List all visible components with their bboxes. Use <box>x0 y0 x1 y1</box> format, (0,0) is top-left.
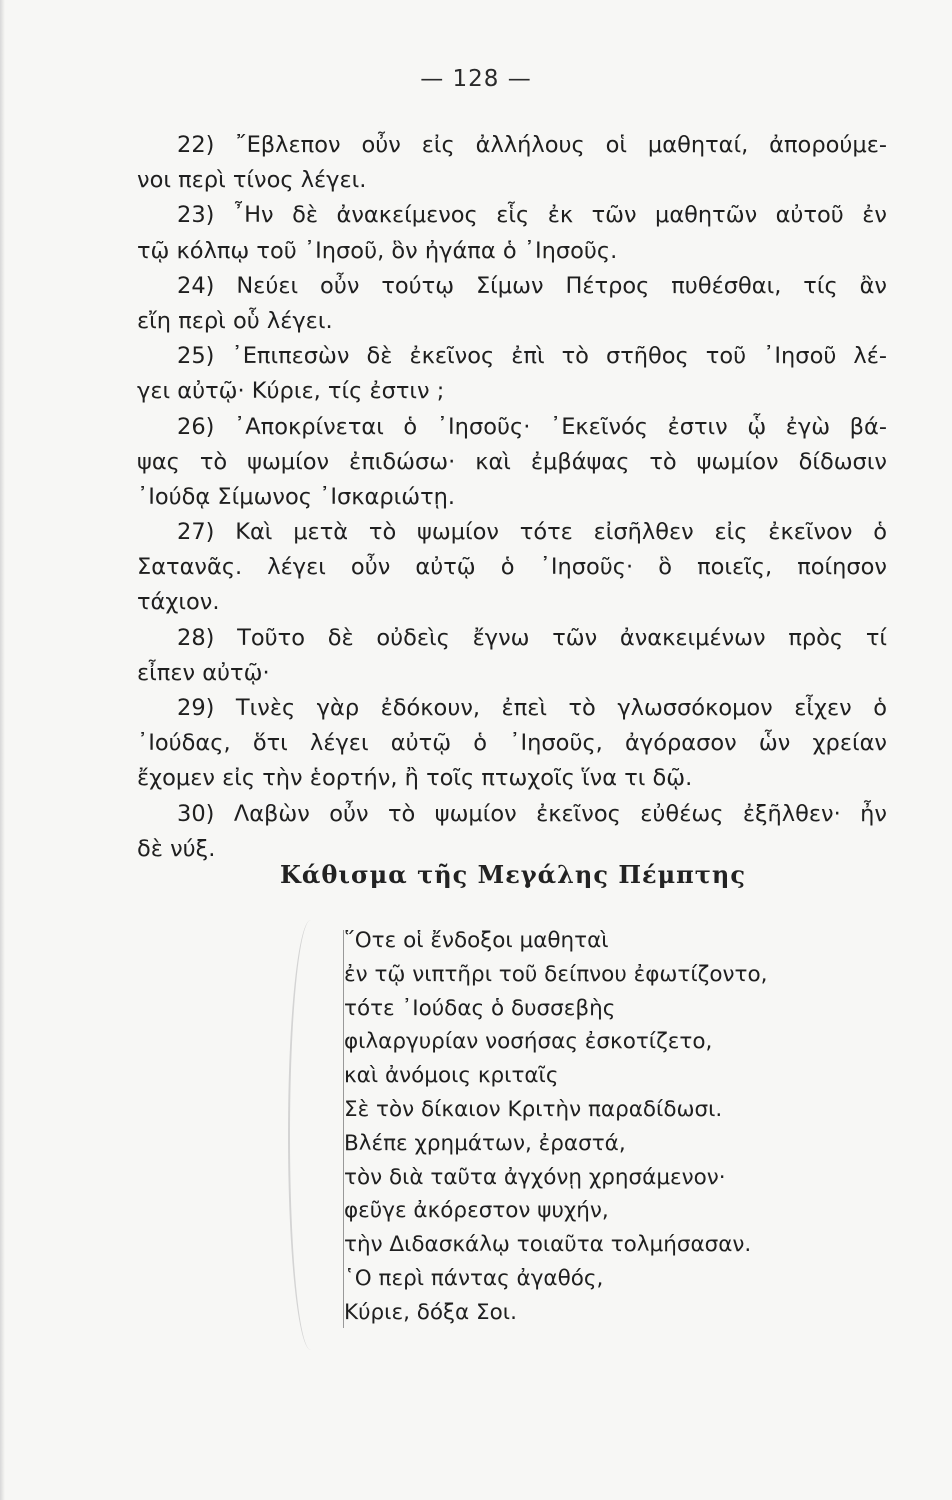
hymn-line: φεῦγε ἀκόρεστον ψυχήν, <box>344 1198 609 1224</box>
verse-line: 26) ᾿Αποκρίνεται ὁ ᾿Ιησοῦς· ᾿Εκεῖνός ἐστιν ᾧ ἐγὼ βά- <box>177 413 887 440</box>
verse-line: 28) Τοῦτο δὲ οὐδεὶς ἔγνω τῶν ἀνακειμένων πρὸς τί <box>177 624 887 651</box>
verse-line: 29) Τινὲς γὰρ ἐδόκουν, ἐπεὶ τὸ γλωσσόκομον εἶχεν ὁ <box>177 695 887 721</box>
verse-line: 22) ῎Εβλεπον οὖν εἰς ἀλλήλους οἱ μαθηταί, ἀπορούμε- <box>177 132 887 158</box>
hymn-title: Κάθισμα τῆς Μεγάλης Πέμπτης <box>280 860 746 889</box>
verse-line: ᾿Ιούδας, ὅτι λέγει αὐτῷ ὁ ᾿Ιησοῦς, ἀγόρασον ὧν χρείαν <box>137 730 887 757</box>
page-edge-shadow <box>0 0 5 1500</box>
hymn-line: τὸν διὰ ταῦτα ἀγχόνῃ χρησάμενον· <box>344 1164 726 1190</box>
verse-line: Σατανᾶς. λέγει οὖν αὐτῷ ὁ ᾿Ιησοῦς· ὃ ποιεῖς, ποίησον <box>137 554 887 581</box>
hymn-line: ἐν τῷ νιπτῆρι τοῦ δείπνου ἐφωτίζοντο, <box>344 961 768 987</box>
verse-line: 24) Νεύει οὖν τούτῳ Σίμων Πέτρος πυθέσθαι, τίς ἂν <box>177 272 887 299</box>
hymn-line: ῞Οτε οἱ ἔνδοξοι μαθηταὶ <box>344 928 609 953</box>
verse-line: τῷ κόλπῳ τοῦ ᾿Ιησοῦ, ὃν ἠγάπα ὁ ᾿Ιησοῦς. <box>137 237 618 264</box>
verse-line: ψας τὸ ψωμίον ἐπιδώσω· καὶ ἐμβάψας τὸ ψωμίον δίδωσιν <box>137 448 887 475</box>
hymn-line: καὶ ἀνόμοις κριταῖς <box>344 1063 559 1089</box>
hymn-line: τότε ᾿Ιούδας ὁ δυσσεβὴς <box>344 995 616 1021</box>
hymn-text <box>344 924 864 1330</box>
verse-line: νοι περὶ τίνος λέγει. <box>137 167 367 194</box>
hymn-line: Βλέπε χρημάτων, ἐραστά, <box>344 1130 626 1156</box>
verse-line: δὲ νύξ. <box>137 835 216 862</box>
verse-line: 27) Καὶ μετὰ τὸ ψωμίον τότε εἰσῆλθεν εἰς ἐκεῖνον ὁ <box>177 519 887 546</box>
verse-line: 23) ῏Ην δὲ ἀνακείμενος εἷς ἐκ τῶν μαθητῶν αὐτοῦ ἐν <box>177 202 887 229</box>
hymn-line: Σὲ τὸν δίκαιον Κριτὴν παραδίδωσι. <box>344 1096 723 1122</box>
hymn-line: ῾Ο περὶ πάντας ἀγαθός, <box>344 1265 604 1291</box>
hymn-line: φιλαργυρίαν νοσήσας ἐσκοτίζετο, <box>344 1029 713 1055</box>
hymn-line: τὴν Διδασκάλῳ τοιαῦτα τολμήσασαν. <box>344 1232 752 1258</box>
verse-line: 25) ᾿Επιπεσὼν δὲ ἐκεῖνος ἐπὶ τὸ στῆθος τοῦ ᾿Ιησοῦ λέ- <box>177 343 887 370</box>
verse-line: ἔχομεν εἰς τὴν ἑορτήν, ἢ τοῖς πτωχοῖς ἵνα τι δῷ. <box>137 765 693 792</box>
margin-pencil-bracket <box>288 920 326 1350</box>
page-number: — 128 — <box>420 66 532 92</box>
verse-line: γει αὐτῷ· Κύριε, τίς ἐστιν ; <box>137 378 445 405</box>
scripture-verses <box>137 128 887 867</box>
verse-line: εἶπεν αὐτῷ· <box>137 659 270 686</box>
verse-line: ᾿Ιούδᾳ Σίμωνος ᾿Ισκαριώτῃ. <box>137 483 456 510</box>
hymn-line: Κύριε, δόξα Σοι. <box>344 1299 517 1325</box>
verse-line: 30) Λαβὼν οὖν τὸ ψωμίον ἐκεῖνος εὐθέως ἐξῆλθεν· ἦν <box>177 800 887 827</box>
verse-line: τάχιον. <box>137 589 220 616</box>
verse-line: εἴη περὶ οὗ λέγει. <box>137 307 333 334</box>
